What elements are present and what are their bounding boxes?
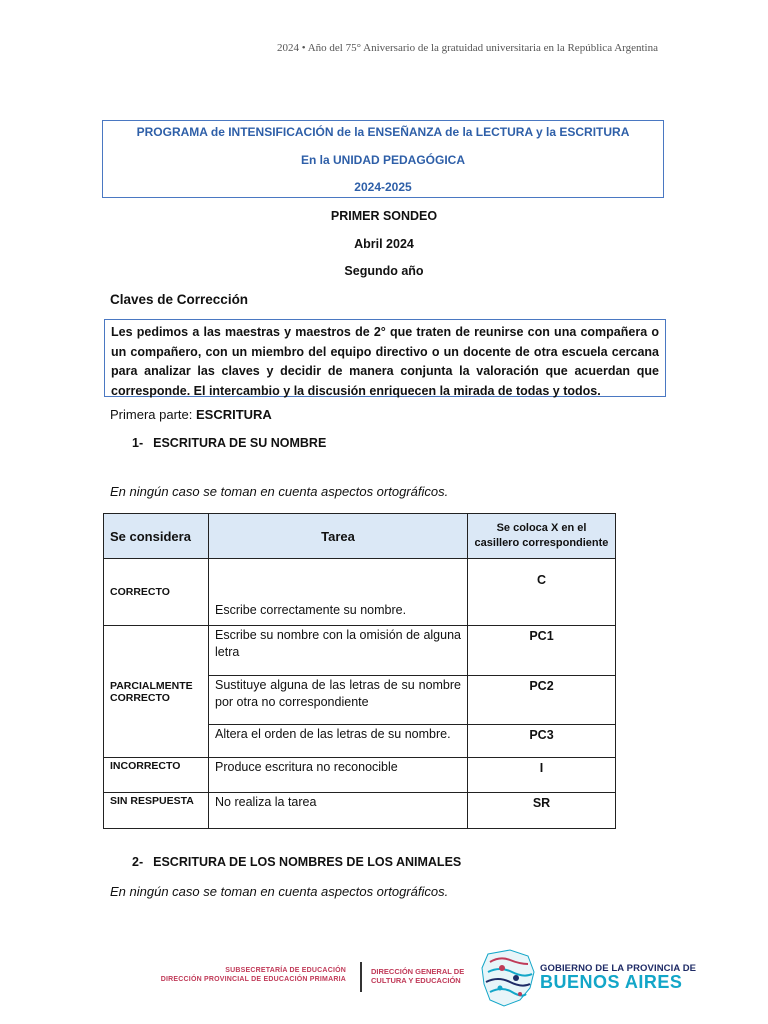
intro-text-box	[104, 319, 666, 397]
category-correcto: CORRECTO	[104, 559, 209, 626]
province-logo-icon	[480, 948, 536, 1008]
sondeo-date: Abril 2024	[354, 237, 414, 251]
section-two-heading	[132, 855, 461, 869]
table-row	[104, 559, 616, 626]
orthography-note-2: En ningún caso se toman en cuenta aspectos ortográficos.	[110, 884, 449, 899]
section-one-number: 1-	[132, 436, 144, 450]
category-incorrecto: INCORRECTO	[104, 758, 209, 793]
task-cell: Escribe su nombre con la omisión de alguna letra	[209, 626, 468, 676]
orthography-note-1: En ningún caso se toman en cuenta aspectos ortográficos.	[110, 484, 449, 499]
table-row	[104, 626, 616, 676]
program-years: 2024-2025	[354, 180, 412, 194]
task-cell: Produce escritura no reconocible	[209, 758, 468, 793]
footer-direccion-general	[371, 967, 464, 985]
category-sin-respuesta: SIN RESPUESTA	[104, 793, 209, 829]
footer-subsecretaria-line2: DIRECCIÓN PROVINCIAL DE EDUCACIÓN PRIMARIA	[160, 976, 346, 983]
code-cell-pc2: PC2	[468, 676, 616, 725]
code-cell-sr: SR	[468, 793, 616, 829]
correction-table	[103, 513, 616, 829]
footer-buenos-aires: BUENOS AIRES	[540, 972, 683, 992]
table-row	[104, 793, 616, 829]
table-header-row	[104, 514, 616, 559]
footer-direccion-line2: CULTURA Y EDUCACIÓN	[371, 976, 461, 985]
task-cell: Altera el orden de las letras de su nombre.	[209, 725, 468, 758]
header-se-considera: Se considera	[104, 514, 209, 559]
header-tarea: Tarea	[209, 514, 468, 559]
footer-direccion-line1: DIRECCIÓN GENERAL DE	[371, 967, 465, 976]
footer-subsecretaria	[161, 966, 346, 984]
task-cell: Sustituye alguna de las letras de su nombre por otra no correspondiente	[209, 676, 468, 725]
table-row	[104, 758, 616, 793]
section-one-title: ESCRITURA DE SU NOMBRE	[153, 436, 327, 450]
code-cell-pc3: PC3	[468, 725, 616, 758]
program-title-box	[102, 120, 664, 198]
program-title: PROGRAMA de INTENSIFICACIÓN de la ENSEÑANZA de la LECTURA y la ESCRITURA	[136, 125, 630, 139]
footer-divider	[360, 962, 362, 992]
part-one-heading	[110, 407, 272, 422]
footer-subsecretaria-line1: SUBSECRETARÍA DE EDUCACIÓN	[225, 967, 346, 974]
sondeo-title: PRIMER SONDEO	[330, 209, 438, 223]
section-one-heading	[132, 436, 326, 450]
claves-heading: Claves de Corrección	[110, 292, 249, 307]
part-one-prefix: Primera parte:	[110, 407, 196, 422]
code-cell-i: I	[468, 758, 616, 793]
code-cell-c: C	[468, 559, 616, 626]
code-cell-pc1: PC1	[468, 626, 616, 676]
header-year-line: 2024 • Año del 75° Aniversario de la gratuidad universitaria en la República Argentina	[276, 42, 658, 54]
program-subtitle: En la UNIDAD PEDAGÓGICA	[300, 153, 465, 167]
task-cell: Escribe correctamente su nombre.	[209, 559, 468, 626]
category-parcialmente-correcto: PARCIALMENTE CORRECTO	[104, 626, 209, 758]
task-cell: No realiza la tarea	[209, 793, 468, 829]
header-casillero: Se coloca X en el casillero correspondiente	[468, 514, 616, 559]
footer-gobierno: GOBIERNO DE LA PROVINCIA DE	[540, 963, 697, 974]
sondeo-grade: Segundo año	[344, 264, 424, 278]
intro-text: Les pedimos a las maestras y maestros de 2° que traten de reunirse con una compañera o un compañero, con un miembro del equipo directivo o un docente de otra escuela cercana para analizar las claves y decidir de manera conjunta la valoración que acuerdan que corresponde. El intercambio y la discusión enriquecen la mirada de todas y todos.	[111, 325, 659, 398]
section-two-number: 2-	[132, 855, 144, 869]
section-two-title: ESCRITURA DE LOS NOMBRES DE LOS ANIMALES	[153, 855, 462, 869]
part-one-label: ESCRITURA	[195, 407, 272, 422]
